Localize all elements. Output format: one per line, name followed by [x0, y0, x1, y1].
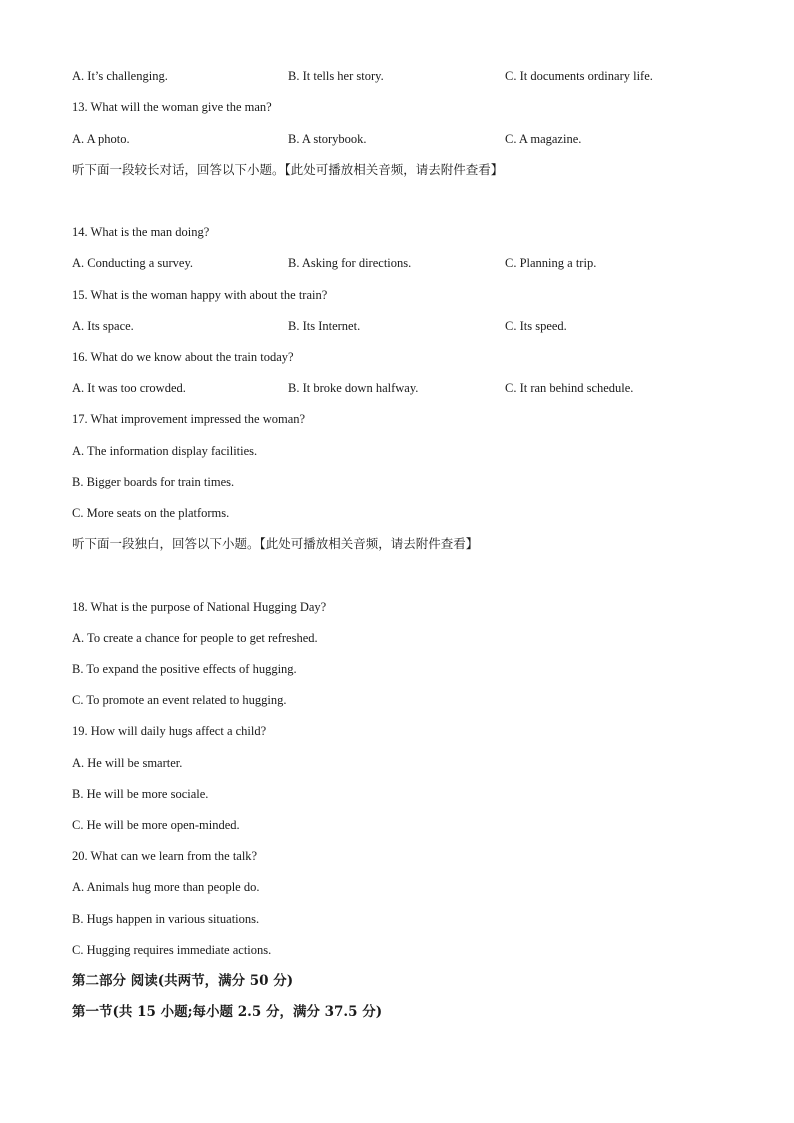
- q13-option-b: B. A storybook.: [288, 132, 367, 146]
- q17-question: 17. What improvement impressed the woman?: [72, 412, 306, 426]
- q20-option-b: B. Hugs happen in various situations.: [72, 912, 260, 926]
- q19-option-c: C. He will be more open-minded.: [72, 818, 240, 832]
- instruction-monologue: 听下面一段独白，回答以下小题。【此处可播放相关音频，请去附件查看】: [72, 536, 479, 551]
- q16-option-c: C. It ran behind schedule.: [505, 381, 634, 395]
- q20-option-c: C. Hugging requires immediate actions.: [72, 943, 272, 957]
- q12-option-c: C. It documents ordinary life.: [505, 69, 653, 83]
- q17-option-b: B. Bigger boards for train times.: [72, 475, 235, 489]
- q12-option-a: A. It’s challenging.: [72, 69, 168, 83]
- part2-heading: 第二部分 阅读(共两节，满分 50 分): [72, 973, 294, 989]
- q18-option-c: C. To promote an event related to hugging.: [72, 693, 287, 707]
- q15-option-a: A. Its space.: [72, 319, 134, 333]
- instruction-long-dialogue: 听下面一段较长对话，回答以下小题。【此处可播放相关音频，请去附件查看】: [72, 162, 504, 177]
- q14-option-a: A. Conducting a survey.: [72, 256, 194, 270]
- q14-option-c: C. Planning a trip.: [505, 256, 597, 270]
- q15-option-b: B. Its Internet.: [288, 319, 361, 333]
- q18-option-a: A. To create a chance for people to get refreshed.: [72, 631, 318, 645]
- q17-option-c: C. More seats on the platforms.: [72, 506, 230, 520]
- q17-option-a: A. The information display facilities.: [72, 444, 258, 458]
- q13-option-c: C. A magazine.: [505, 132, 582, 146]
- q19-option-a: A. He will be smarter.: [72, 756, 183, 770]
- q20-question: 20. What can we learn from the talk?: [72, 849, 258, 863]
- q18-question: 18. What is the purpose of National Hugging Day?: [72, 600, 327, 614]
- q19-question: 19. How will daily hugs affect a child?: [72, 724, 267, 738]
- q15-question: 15. What is the woman happy with about the train?: [72, 288, 328, 302]
- q14-question: 14. What is the man doing?: [72, 225, 210, 239]
- q12-option-b: B. It tells her story.: [288, 69, 384, 83]
- q13-option-a: A. A photo.: [72, 132, 130, 146]
- q19-option-b: B. He will be more sociale.: [72, 787, 209, 801]
- q15-option-c: C. Its speed.: [505, 319, 567, 333]
- q20-option-a: A. Animals hug more than people do.: [72, 880, 260, 894]
- q16-option-b: B. It broke down halfway.: [288, 381, 419, 395]
- section1-heading: 第一节(共 15 小题;每小题 2.5 分，满分 37.5 分): [72, 1004, 383, 1020]
- q16-question: 16. What do we know about the train today?: [72, 350, 294, 364]
- q13-question: 13. What will the woman give the man?: [72, 100, 272, 114]
- q16-option-a: A. It was too crowded.: [72, 381, 186, 395]
- q14-option-b: B. Asking for directions.: [288, 256, 412, 270]
- q18-option-b: B. To expand the positive effects of hugging.: [72, 662, 297, 676]
